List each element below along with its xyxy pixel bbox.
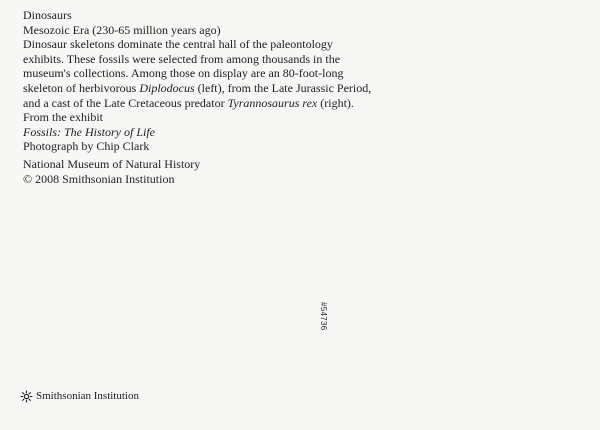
smithsonian-logo [20, 389, 139, 404]
card-title: Dinosaurs [23, 8, 72, 22]
trex-species: Tyrannosaurus rex [227, 95, 318, 110]
description-line-1: Dinosaur skeletons dominate the central hall of the paleontology [23, 37, 333, 52]
museum-name: National Museum of Natural History [23, 156, 201, 171]
description-line-5-end: (right). [317, 95, 354, 110]
exhibit-name [23, 125, 363, 140]
logo-text: Smithsonian Institution [36, 390, 139, 402]
postcard-caption [23, 8, 372, 186]
description-line-2: exhibits. These fossils were selected from among thousands in the [23, 51, 341, 66]
description-line-5 [23, 96, 363, 111]
description-line-3: museum's collections. Among those on display are an 80-foot-long [23, 66, 344, 81]
copyright-notice: © 2008 Smithsonian Institution [23, 171, 175, 186]
description-line-4-start: skeleton of herbivorous [23, 80, 140, 95]
exhibit-intro: From the exhibit [23, 110, 103, 125]
description-line-5-start: and a cast of the Late Cretaceous predator [23, 95, 228, 110]
description-line-4 [23, 80, 372, 96]
catalog-number-text: #54736 [319, 302, 328, 331]
exhibit-name-italic: Fossils: The History of Life [23, 124, 156, 139]
diplodocus-genus: Diplodocus [139, 80, 195, 95]
catalog-number [315, 302, 330, 331]
smithsonian-sun-icon [20, 390, 33, 403]
description-line-4-end: (left), from the Late Jurassic Period, [194, 80, 372, 95]
photo-credit: Photograph by Chip Clark [23, 139, 150, 154]
era-subtitle: Mesozoic Era (230-65 million years ago) [23, 22, 221, 37]
